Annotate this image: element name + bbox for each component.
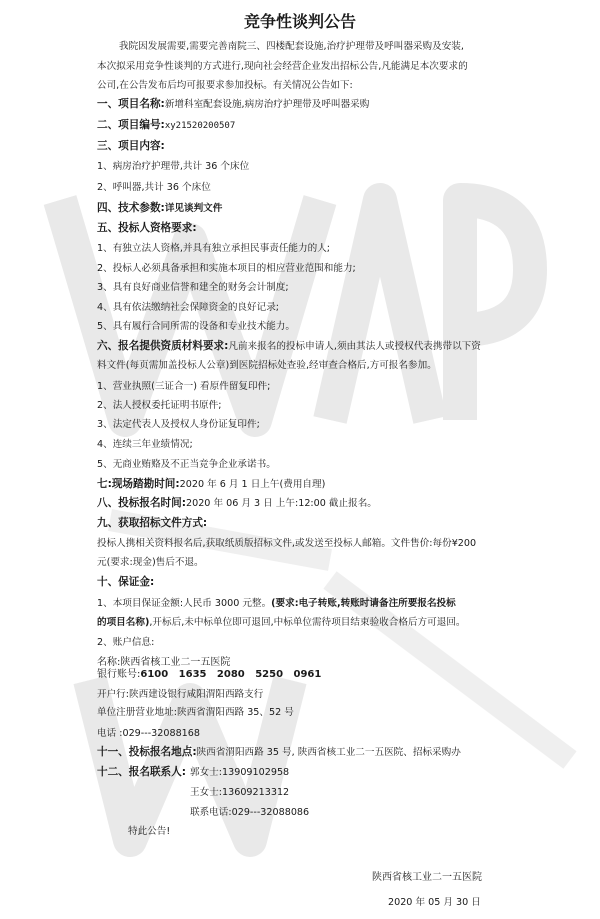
- section-2-label: 二、项目编号:: [97, 119, 165, 131]
- section-6-label: 六、报名提供资质材料要求:: [97, 340, 229, 352]
- section-5-item: 1、有独立法人资格,并具有独立承担民事责任能力的人;: [97, 243, 331, 254]
- intro-line-2: 本次拟采用竞争性谈判的方式进行,现向社会经营企业发出招标公告,凡能满足本次要求的: [97, 61, 468, 72]
- section-6: [97, 340, 481, 353]
- section-12: [97, 766, 289, 779]
- section-11-label: 十一、投标报名地点:: [97, 746, 197, 758]
- section-2-value: xy21520200507: [164, 121, 236, 131]
- section-6-item: 2、法人授权委托证明书原件;: [97, 400, 222, 411]
- issue-date: 2020 年 05 月 30 日: [388, 897, 481, 908]
- section-5-item: 3、具有良好商业信誉和建全的财务会计制度;: [97, 282, 289, 293]
- section-4-label: 四、技术参数:: [97, 202, 165, 214]
- section-9-text-1: 投标人携相关资料报名后,获取纸质版招标文件,或发送至投标人邮箱。文件售价:每份¥200: [97, 538, 477, 549]
- account-info-label: 2、账户信息:: [97, 637, 155, 648]
- section-11: [97, 746, 461, 759]
- document-title: 竞争性谈判公告: [243, 12, 356, 31]
- registered-address: 单位注册营业地址:陕西省渭阳西路 35、52 号: [97, 707, 294, 718]
- section-4-value: 详见谈判文件: [164, 203, 223, 214]
- section-6-item: 4、连续三年业绩情况;: [97, 439, 193, 450]
- deposit-line-1: [97, 597, 456, 610]
- contact-1: 郭女士:13909102958: [190, 767, 290, 778]
- bank-account: [97, 668, 321, 681]
- contact-3: 联系电话:029---32088086: [190, 807, 310, 818]
- section-6-item: 5、无商业贿赂及不正当竞争企业承诺书。: [97, 459, 276, 470]
- closing-remark: 特此公告!: [128, 826, 171, 837]
- section-12-label: 十二、报名联系人:: [97, 766, 186, 778]
- intro-line-1: 我院因发展需要,需要完善南院三、四楼配套设施,治疗护理带及呼叫器采购及安装,: [119, 41, 464, 52]
- section-7: [97, 478, 325, 491]
- section-4: [97, 202, 222, 215]
- bank-branch: 开户行:陕西建设银行咸阳渭阳西路支行: [97, 689, 264, 700]
- section-8: [97, 497, 377, 510]
- deposit-refund-rule: ,开标后,未中标单位即可退回,中标单位需待项目结束验收合格后方可退回。: [149, 617, 466, 628]
- section-3-item: 1、病房治疗护理带,共计 36 个床位: [97, 161, 250, 172]
- section-5-item: 5、具有履行合同所需的设备和专业技术能力。: [97, 321, 295, 332]
- section-8-value: 2020 年 06 月 3 日 上午:12:00 截止报名。: [186, 498, 377, 509]
- deposit-project-name: 的项目名称): [97, 617, 150, 628]
- section-6-item: 1、营业执照(三证合一) 看原件留复印件;: [97, 381, 271, 392]
- section-9-text-2: 元(要求:现金)售后不退。: [97, 557, 204, 568]
- section-3-item: 2、呼叫器,共计 36 个床位: [97, 182, 211, 193]
- deposit-requirement: (要求:电子转账,转账时请备注所要报名投标: [271, 598, 456, 609]
- section-8-label: 八、投标报名时间:: [97, 497, 186, 509]
- section-5-item: 4、具有依法缴纳社会保障资金的良好记录;: [97, 302, 280, 313]
- section-6-text: 凡前来报名的投标申请人,须由其法人或授权代表携带以下资: [228, 341, 481, 352]
- section-6-text-2: 料文件(每页需加盖投标人公章)到医院招标处查验,经审查合格后,方可报名参加。: [97, 360, 437, 371]
- section-5-item: 2、投标人必须具备承担和实施本项目的相应营业范围和能力;: [97, 263, 356, 274]
- section-7-label: 七:现场踏勘时间:: [97, 478, 180, 490]
- section-6-item: 3、法定代表人及授权人身份证复印件;: [97, 419, 260, 430]
- section-1-label: 一、项目名称:: [97, 98, 165, 110]
- account-name: 名称:陕西省核工业二一五医院: [97, 657, 231, 668]
- section-2: [97, 119, 235, 133]
- signature: 陕西省核工业二一五医院: [372, 872, 482, 883]
- intro-line-3: 公司,在公告发布后均可报要求参加投标。有关情况公告如下:: [97, 80, 353, 91]
- section-10-label: 十、保证金:: [97, 576, 155, 588]
- section-11-value: 陕西省渭阳西路 35 号, 陕西省核工业二一五医院、招标采购办: [196, 747, 461, 758]
- contact-2: 王女士:13609213312: [190, 787, 290, 798]
- deposit-line-2: [97, 616, 466, 629]
- section-1: [97, 98, 369, 111]
- deposit-phone: 电话 :029---32088168: [97, 728, 200, 739]
- section-9-label: 九、获取招标文件方式:: [97, 517, 208, 529]
- section-3-label: 三、项目内容:: [97, 140, 165, 152]
- bank-account-number: 6100 1635 2080 5250 0961: [140, 669, 322, 680]
- bank-account-label: 银行账号:: [97, 669, 141, 680]
- section-5-label: 五、投标人资格要求:: [97, 222, 197, 234]
- deposit-amount: 1、本项目保证金额:人民币 3000 元整。: [97, 598, 272, 609]
- section-7-value: 2020 年 6 月 1 日上午(费用自理): [179, 479, 326, 490]
- section-1-value: 新增科室配套设施,病房治疗护理带及呼叫器采购: [164, 99, 370, 110]
